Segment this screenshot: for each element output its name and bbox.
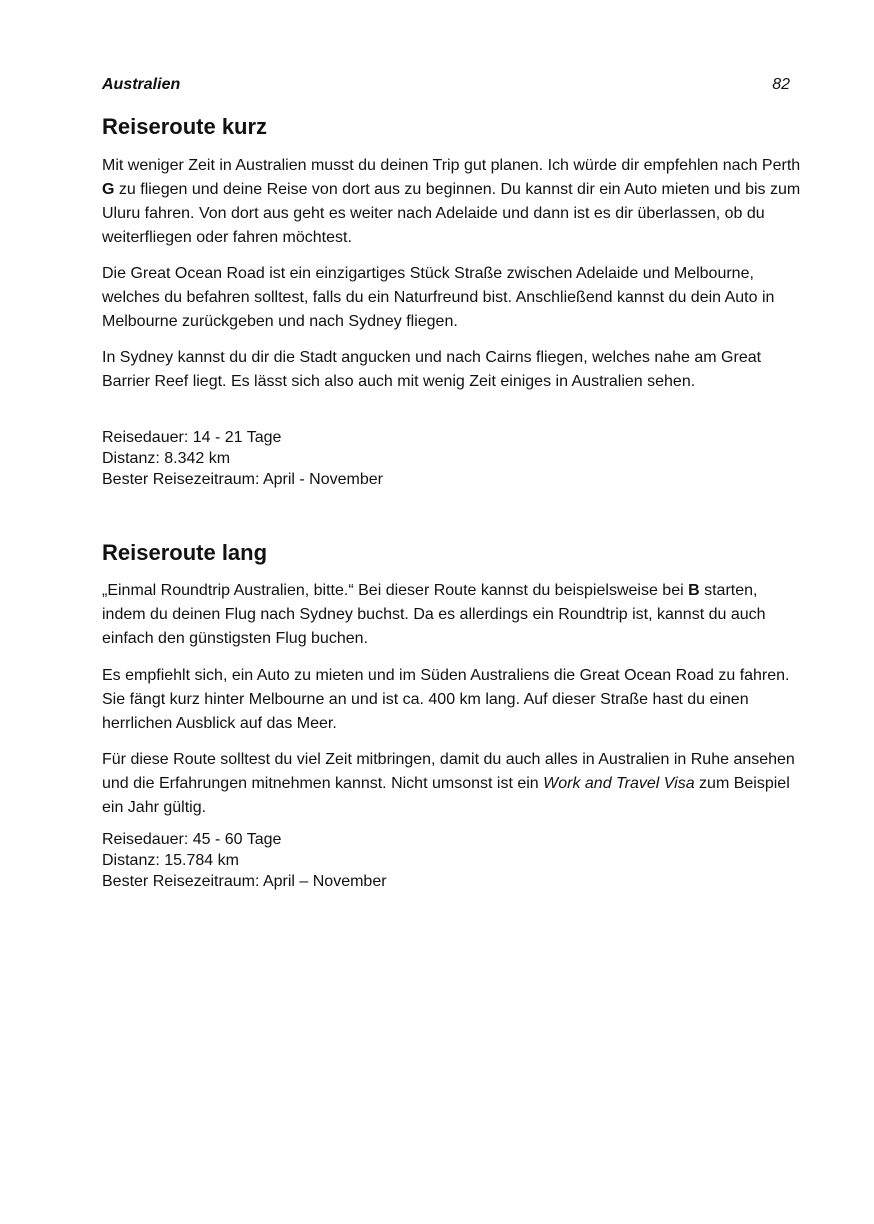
- section-heading-short: Reiseroute kurz: [102, 114, 268, 139]
- text-run: Mit weniger Zeit in Australien musst du deinen Trip gut planen. Ich würde dir empfehlen nach Perth: [102, 157, 801, 174]
- distance: Distanz: 8.342 km: [102, 450, 231, 467]
- duration: Reisedauer: 14 - 21 Tage: [102, 429, 282, 446]
- text-run: Für diese Route solltest du viel Zeit mitbringen, damit du auch alles in Australien in Ruhe ansehen und die Erfahrungen mitnehmen kannst. Nicht umsonst ist ein: [102, 751, 795, 792]
- text-run: zum Beispiel ein Jahr gültig.: [102, 775, 790, 816]
- duration: Reisedauer: 45 - 60 Tage: [102, 831, 282, 848]
- short-route-facts: [102, 427, 383, 490]
- best-travel-time: Bester Reisezeitraum: April - November: [102, 471, 383, 488]
- distance: Distanz: 15.784 km: [102, 852, 239, 869]
- page-number: 82: [772, 76, 790, 93]
- short-paragraph-1: [102, 154, 802, 250]
- text-run: „Einmal Roundtrip Australien, bitte.“ Bei dieser Route kannst du beispielsweise bei: [102, 582, 689, 599]
- best-travel-time: Bester Reisezeitraum: April – November: [102, 873, 387, 890]
- text-run: starten, indem du deinen Flug nach Sydney buchst. Da es allerdings ein Roundtrip ist, kannst du auch einfach den günstigsten Flug buchen.: [102, 582, 766, 647]
- long-route-facts: [102, 829, 387, 892]
- map-marker-label: B: [688, 582, 700, 599]
- text-run: zu fliegen und deine Reise von dort aus zu beginnen. Du kannst dir ein Auto mieten und bis zum Uluru fahren. Von dort aus geht es weiter nach Adelaide und dann ist es dir überlassen, ob du weiterfliegen oder fahren möchtest.: [102, 181, 801, 246]
- long-paragraph-1: [102, 579, 802, 651]
- map-marker-label: G: [102, 181, 115, 198]
- long-paragraph-3: [102, 748, 802, 820]
- long-paragraph-2: Es empfiehlt sich, ein Auto zu mieten und im Süden Australiens die Great Ocean Road zu fahren. Sie fängt kurz hinter Melbourne an und ist ca. 400 km lang. Auf dieser Straße hast du einen herrlichen Ausblick auf das Meer.: [102, 667, 790, 732]
- visa-name: Work and Travel Visa: [543, 775, 695, 792]
- section-heading-long: Reiseroute lang: [102, 540, 268, 565]
- short-paragraph-2: Die Great Ocean Road ist ein einzigartiges Stück Straße zwischen Adelaide und Melbourne, welches du befahren solltest, falls du ein Naturfreund bist. Anschließend kannst du dein Auto in Melbourne zurückgeben und nach Sydney fliegen.: [102, 265, 775, 330]
- short-paragraph-3: In Sydney kannst du dir die Stadt angucken und nach Cairns fliegen, welches nahe am Great Barrier Reef liegt. Es lässt sich also auch mit wenig Zeit einiges in Australien sehen.: [102, 349, 762, 390]
- chapter-title: Australien: [102, 76, 181, 93]
- running-header: [102, 76, 790, 96]
